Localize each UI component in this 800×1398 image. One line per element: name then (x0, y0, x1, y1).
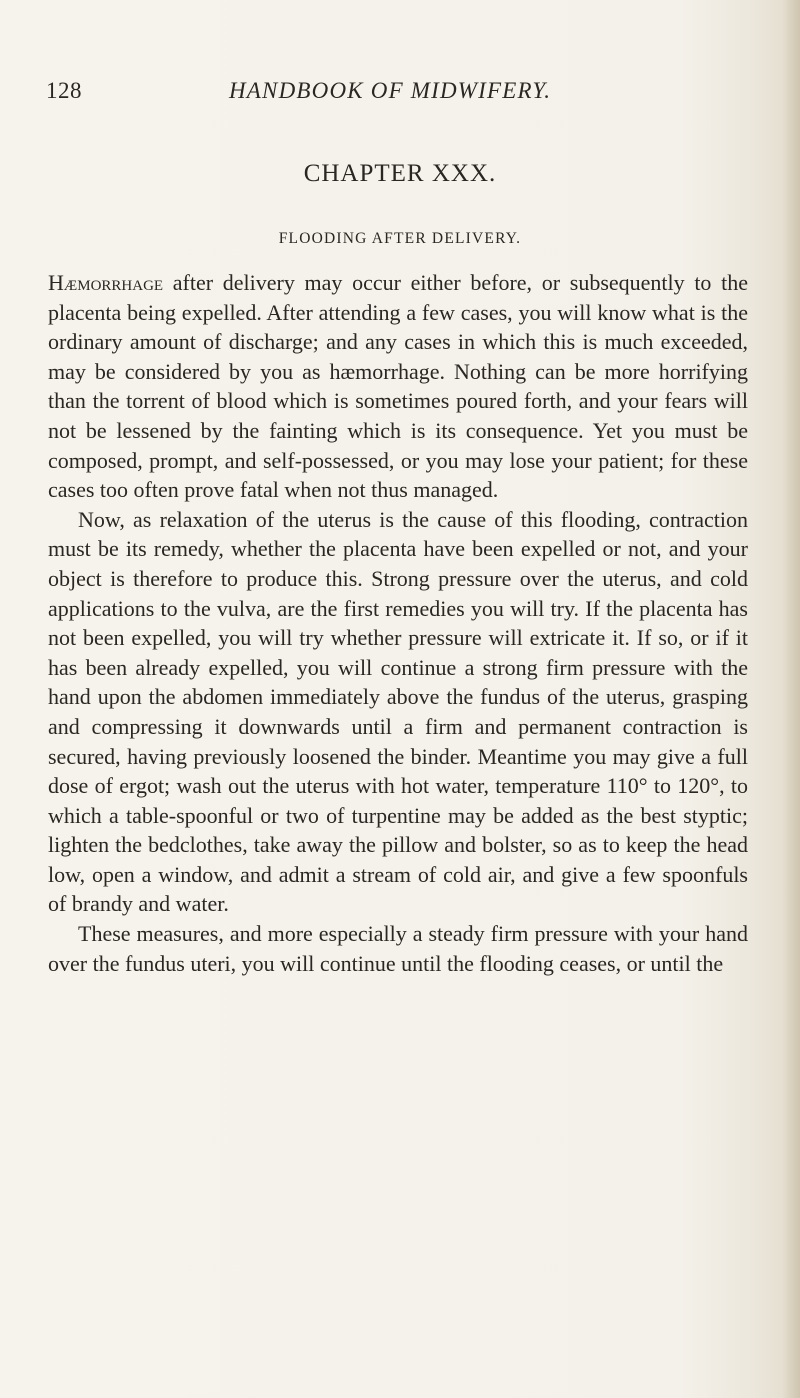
paragraph-2-text: Now, as relaxation of the uterus is the cause of this flooding, contraction must be its remedy, whether the placenta have been expelled or not, and your object is therefore to produce this. Strong pressure over the uterus, and cold applications to the vulva, are the first remedies you will try. If the placenta has not been expelled, you will try whether pressure will extricate it. If so, or if it has been already expelled, you will continue a strong firm pressure with the hand upon the abdomen immediately above the fundus of the uterus, grasping and compressing it downwards until a firm and permanent contraction is secured, having previously loosened the binder. Meantime you may give a full dose of ergot; wash out the uterus with hot water, temperature 110° to 120°, to which a table-spoonful or two of turpentine may be added as the best styptic; lighten the bedclothes, take away the pillow and bolster, so as to keep the head low, open a window, and admit a stream of cold air, and give a few spoonfuls of brandy and water. (48, 506, 748, 917)
paragraph-lead-word: Hæmorrhage (48, 270, 164, 295)
chapter-title: CHAPTER XXX. (303, 160, 497, 187)
page-edge-shadow (782, 0, 800, 1398)
paragraph-1-text: after delivery may occur either before, or subsequently to the placenta being expelled. After attending a few cases, you will know what is the ordinary amount of discharge; and any cases in which this is much exceeded, may be considered by you as hæmorrhage. Nothing can be more horrifying than the torrent of blood which is sometimes poured forth, and your fears will not be lessened by the fainting which is its consequence. Yet you must be composed, prompt, and self-possessed, or you may lose your patient; for these cases too often prove fatal when not thus managed. (48, 270, 748, 503)
paragraph-3 (48, 919, 748, 978)
running-head (46, 78, 746, 114)
running-title: HANDBOOK OF MIDWIFERY. (229, 78, 552, 103)
paragraph-3-text: These measures, and more especially a steady firm pressure with your hand over the fundus uteri, you will continue until the flooding ceases, or until the (48, 921, 748, 976)
chapter-subtitle: FLOODING AFTER DELIVERY. (278, 230, 522, 247)
paragraph-2 (48, 505, 748, 919)
paragraph-1 (48, 268, 748, 505)
page-number: 128 (46, 78, 82, 103)
body-text (48, 268, 748, 978)
